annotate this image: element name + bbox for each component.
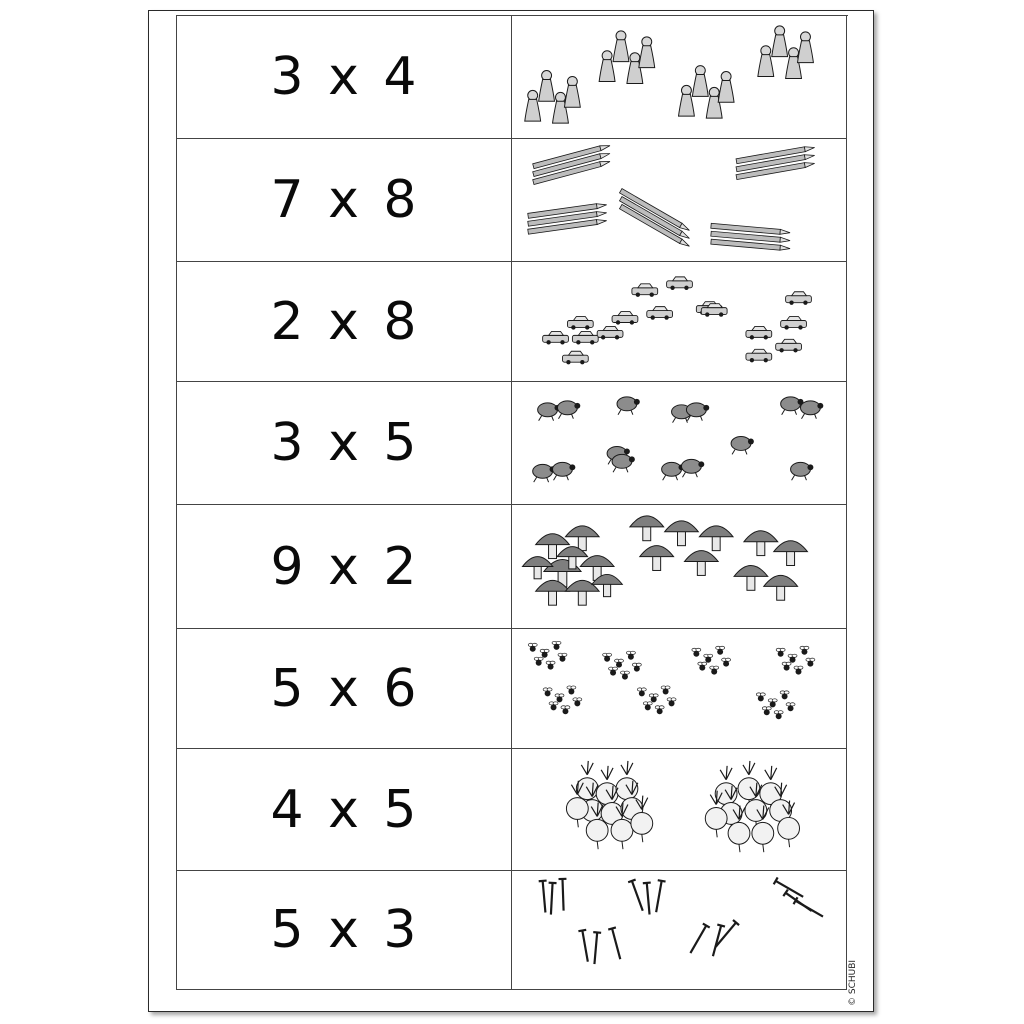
picture-cell bbox=[512, 382, 847, 505]
table-row bbox=[177, 382, 848, 505]
table-row bbox=[177, 871, 848, 990]
table-row bbox=[177, 262, 848, 382]
expression-cell: 3 x 5 bbox=[177, 382, 512, 505]
expression-cell: 7 x 8 bbox=[177, 139, 512, 262]
table-row bbox=[177, 16, 848, 139]
worksheet-page bbox=[148, 10, 874, 1012]
table-row bbox=[177, 139, 848, 262]
picture-cell bbox=[512, 749, 847, 871]
table-row bbox=[177, 629, 848, 749]
expression-cell: 4 x 5 bbox=[177, 749, 512, 871]
expression-cell: 5 x 3 bbox=[177, 871, 512, 990]
picture-cell bbox=[512, 871, 847, 990]
radish-icon bbox=[512, 749, 846, 870]
mushroom-icon bbox=[512, 505, 846, 628]
picture-cell bbox=[512, 629, 847, 749]
car-icon bbox=[512, 262, 846, 381]
picture-cell bbox=[512, 262, 847, 382]
expression-cell: 5 x 6 bbox=[177, 629, 512, 749]
picture-cell bbox=[512, 139, 847, 262]
nail-icon bbox=[512, 871, 846, 989]
picture-cell bbox=[512, 16, 847, 139]
beetle-icon bbox=[512, 382, 846, 504]
pencil-icon bbox=[512, 139, 846, 261]
fly-icon bbox=[512, 629, 846, 748]
copyright-notice: © SCHUBI bbox=[848, 959, 858, 1006]
pawn-icon bbox=[512, 16, 846, 138]
expression-cell: 2 x 8 bbox=[177, 262, 512, 382]
picture-cell bbox=[512, 505, 847, 629]
multiplication-table bbox=[176, 15, 848, 990]
table-row bbox=[177, 505, 848, 629]
expression-cell: 3 x 4 bbox=[177, 16, 512, 139]
expression-cell: 9 x 2 bbox=[177, 505, 512, 629]
table-row bbox=[177, 749, 848, 871]
